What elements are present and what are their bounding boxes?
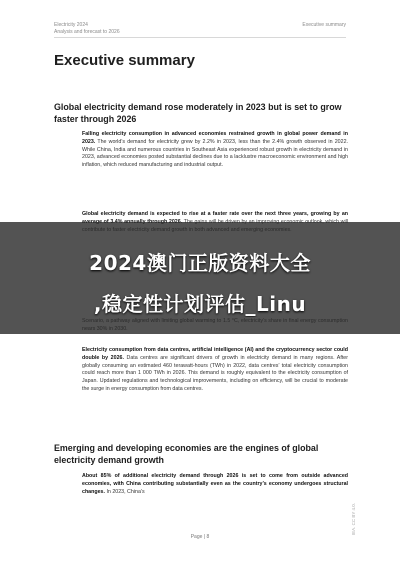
running-header-right: Executive summary [302,22,346,28]
page-number: Page | 8 [190,534,210,540]
paragraph-1-body: The world’s demand for electricity grew by 2.2% in 2023, less than the 2.4% growth observed in 2022. While China, India and numerous countries in Southeast Asia experienced robust growth in electricity demand in 2023, advanced economies posted substantial declines due to a lacklustre macroeconomic environment and high inflation, which reduced manufacturing and industrial output. [82,138,348,169]
paragraph-4 [82,473,348,496]
banner-text-line-2: ,稳定性计划评估_Linu [93,292,307,316]
report-name: Electricity 2024 [54,22,88,28]
paragraph-3-lead: Electricity consumption from data centres, artificial intelligence (AI) and the cryptocurrency sector could double by 2026. [82,347,348,361]
running-header-left [54,22,120,35]
paragraph-1 [82,131,348,170]
page-title: Executive summary [54,52,195,69]
paragraph-4-body: In 2023, China’s [104,488,145,495]
paragraph-3 [82,347,348,394]
section-heading-1 [54,102,348,125]
license-tag: IEA. CC BY 4.0. [351,503,356,536]
header-divider [54,37,346,38]
paragraph-3-body: Data centres are significant drivers of growth in electricity demand in many regions. After globally consuming an estimated 460 terawatt-hours (TWh) in 2022, data centres’ total electricity consumption could reach more than 1 000 TWh in 2026. This demand is roughly equivalent to the electricity consumption of Japan. Updated regulations and technological improvements, including on efficiency, will be crucial to moderate the surge in energy consumption from data centres. [82,354,348,392]
banner-text-line-1: 2024澳门正版资料大全 [89,251,311,275]
paragraph-1-lead: Falling electricity consumption in advanced economies restrained growth in global power demand in 2023. [82,131,348,145]
paragraph-4-lead: About 85% of additional electricity demand through 2026 is set to come from outside advanced economies, with China contributing substantially even as the country’s economy undergoes structural changes. [82,473,348,495]
section-2-title: Emerging and developing economies are the engines of global electricity demand growth [54,443,319,465]
paragraph-2-lead: Global electricity demand is expected to rise at a faster rate over the next three years, growing by an [82,211,348,217]
section-1-title: Global electricity demand rose moderately in 2023 but is set to grow faster through 2026 [54,102,342,124]
report-subtitle: Analysis and forecast to 2026 [54,28,120,35]
overlay-banner [0,222,400,334]
section-heading-2 [54,443,348,466]
